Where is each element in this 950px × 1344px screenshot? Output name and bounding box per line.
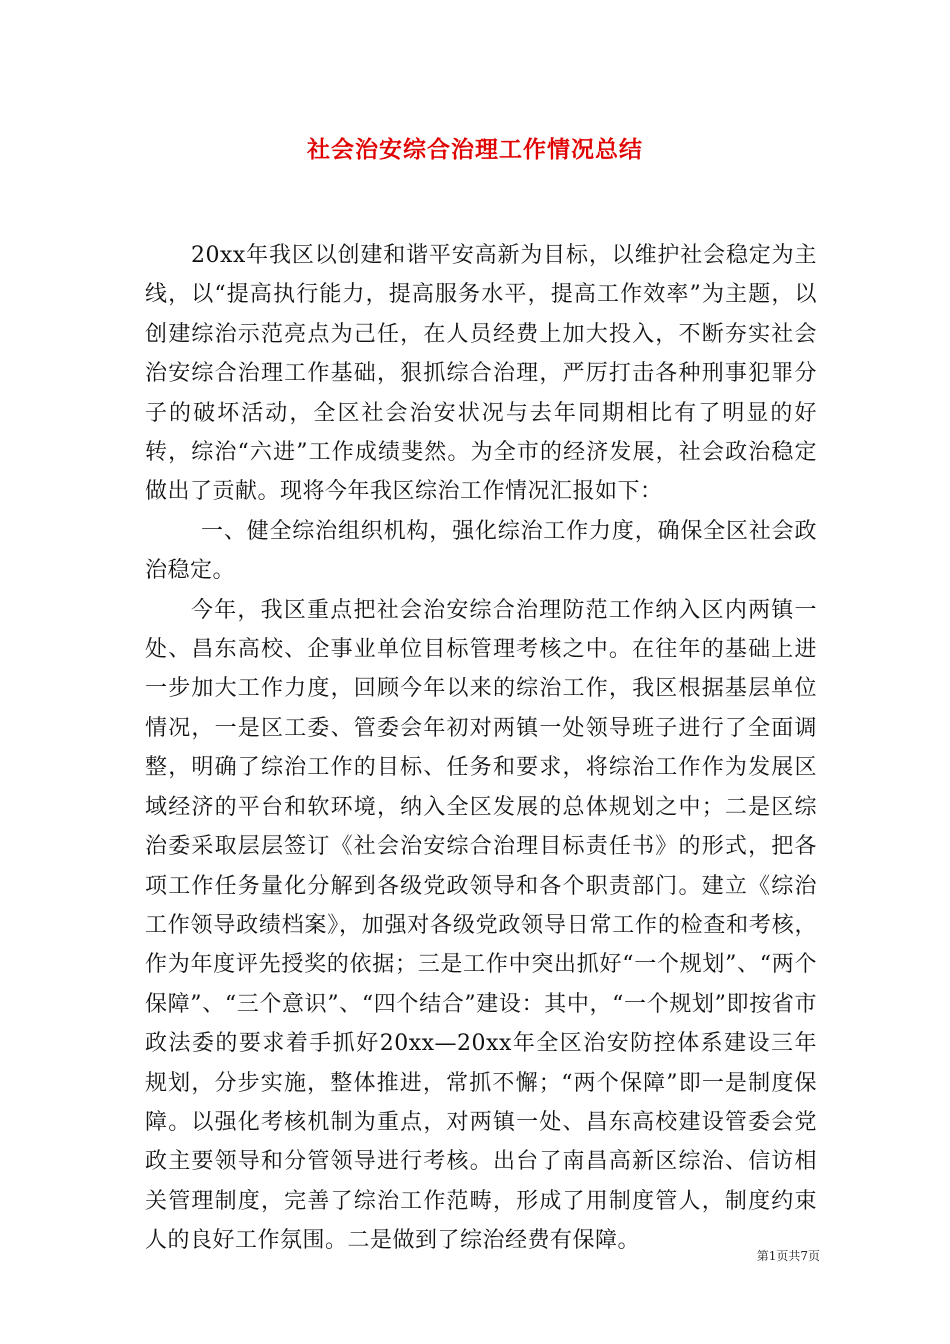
document-title: 社会治安综合治理工作情况总结: [307, 136, 643, 163]
body-paragraph: 今年，我区重点把社会治安综合治理防范工作纳入区内两镇一处、昌东高校、企事业单位目标管理考核之中。在往年的基础上进一步加大工作力度，回顾今年以来的综治工作，我区根据基层单位情况，一是区工委、管委会年初对两镇一处领导班子进行了全面调整，明确了综治工作的目标、任务和要求，将综治工作作为发展区域经济的平台和软环境，纳入全区发展的总体规划之中；二是区综治委采取层层签订《社会治安综合治理目标责任书》的形式，把各项工作任务量化分解到各级党政领导和各个职责部门。建立《综治工作领导政绩档案》，加强对各级党政领导日常工作的检查和考核，作为年度评先授奖的依据；三是工作中突出抓好“一个规划”、“两个保障”、“三个意识”、“四个结合”建设：其中，“一个规划”即按省市政法委的要求着手抓好20xx—20xx年全区治安防控体系建设三年规划，分步实施，整体推进，常抓不懈；“两个保障”即一是制度保障。以强化考核机制为重点，对两镇一处、昌东高校建设管委会党政主要领导和分管领导进行考核。出台了南昌高新区综治、信访相关管理制度，完善了综治工作范畴，形成了用制度管人，制度约束人的良好工作氛围。二是做到了综治经费有保障。: [145, 597, 817, 1254]
document-body: [145, 236, 817, 1261]
section-heading-paragraph: 一、健全综治组织机构，强化综治工作力度，确保全区社会政治稳定。: [145, 518, 817, 584]
intro-paragraph: 20xx年我区以创建和谐平安高新为目标，以维护社会稳定为主线，以“提高执行能力，提高服务水平，提高工作效率”为主题，以创建综治示范亮点为己任，在人员经费上加大投入，不断夯实社会治安综合治理工作基础，狠抓综合治理，严厉打击各种刑事犯罪分子的破坏活动，全区社会治安状况与去年同期相比有了明显的好转，综治“六进”工作成绩斐然。为全市的经济发展，社会政治稳定做出了贡献。现将今年我区综治工作情况汇报如下：: [145, 243, 817, 505]
page-number-footer: 第1页共7页: [756, 1249, 820, 1263]
